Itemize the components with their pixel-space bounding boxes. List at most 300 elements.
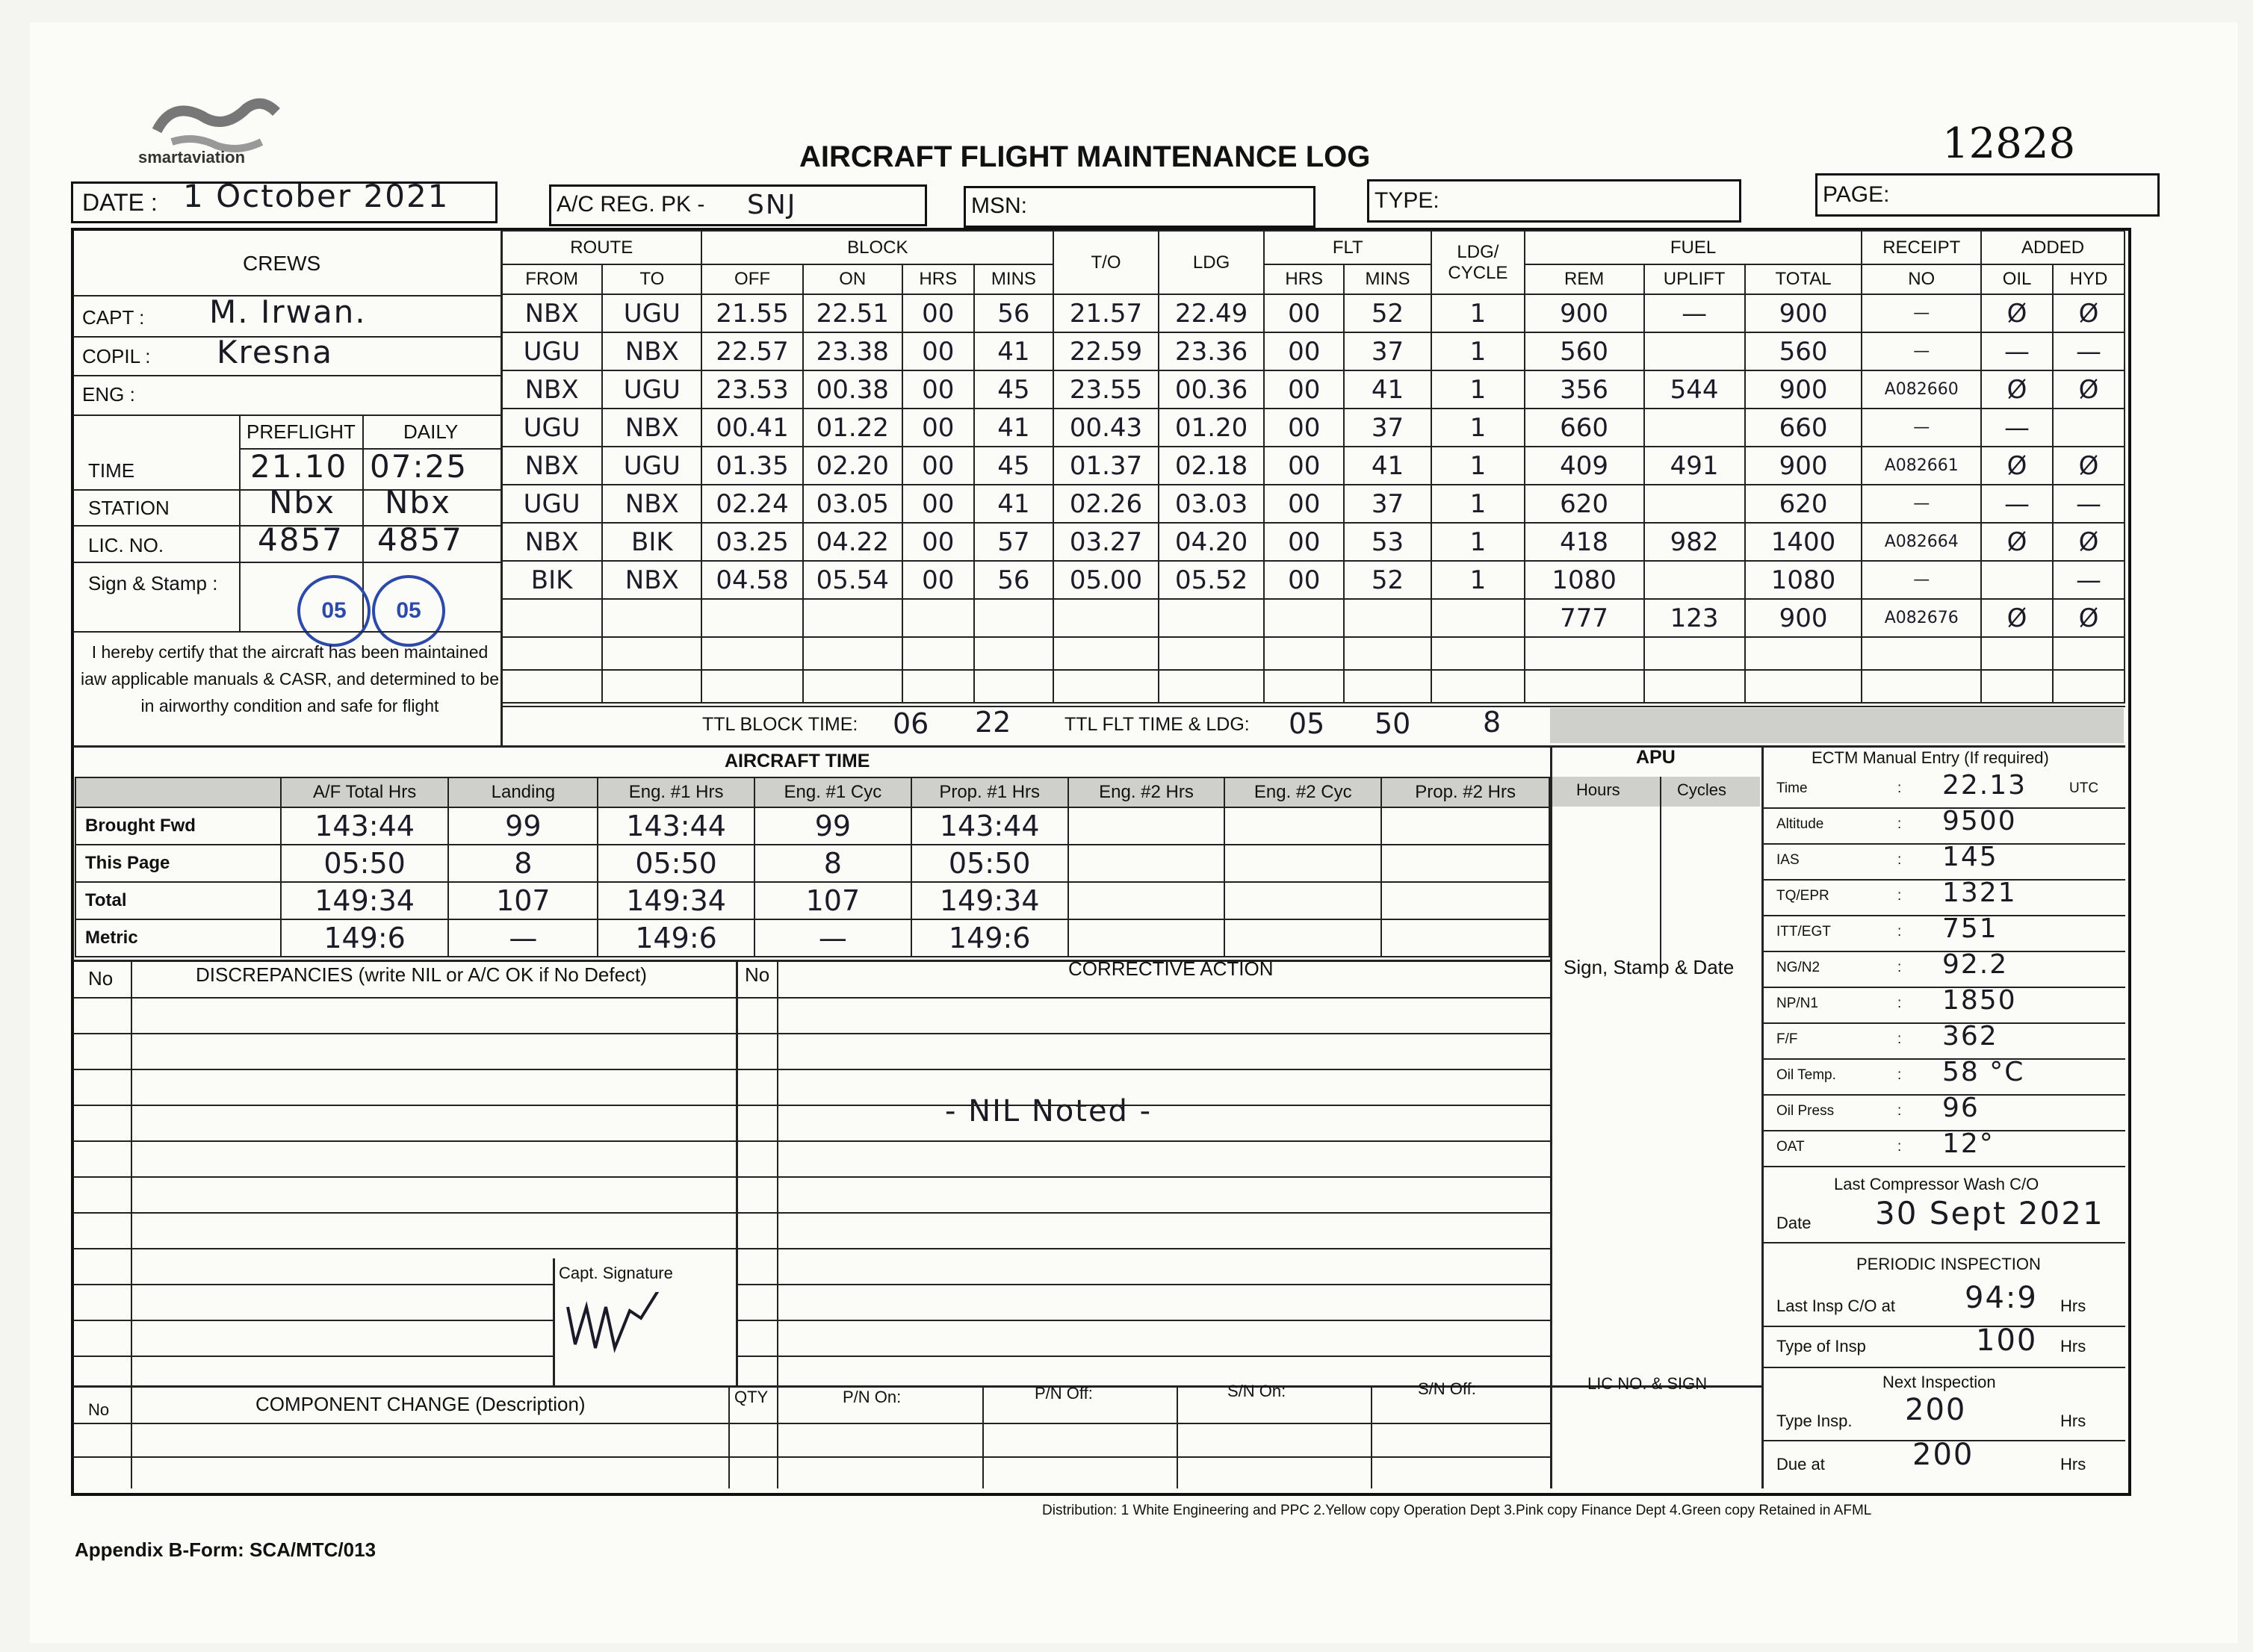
ectm-label: NP/N1	[1776, 996, 1818, 1011]
flight-cell-uplift: 982	[1644, 523, 1745, 561]
flight-cell-from: UGU	[501, 485, 602, 523]
to-header: T/O	[1053, 231, 1159, 294]
flight-cell-hrs: 00	[902, 447, 974, 485]
flight-cell-hrs: 00	[902, 523, 974, 561]
aircraft-time-value: 149:34	[598, 882, 754, 919]
aircraft-time-row-label: Total	[75, 882, 281, 919]
lic-label: LIC. NO.	[88, 534, 164, 556]
ectm-value: 96	[1942, 1093, 1980, 1123]
aircraft-time-col-header: Landing	[448, 777, 598, 807]
captain-signature	[564, 1292, 698, 1359]
flight-cell-on: 22.51	[803, 294, 902, 332]
flight-cell-rem: 1080	[1525, 561, 1644, 599]
flight-cell-cycle: 1	[1431, 370, 1525, 409]
corr-heading: CORRECTIVE ACTION	[1068, 957, 1274, 980]
flight-cell-uplift	[1644, 670, 1745, 703]
compressor-date: 30 Sept 2021	[1875, 1195, 2104, 1232]
ectm-unit: UTC	[2069, 780, 2099, 796]
comp-col	[982, 1385, 984, 1488]
apu-right-border	[1761, 745, 1764, 1488]
flight-row	[501, 637, 2125, 670]
flight-row	[501, 409, 2125, 447]
ttl-ldg: 8	[1483, 706, 1502, 739]
flight-cell-mins	[974, 637, 1054, 670]
flight-cell-on: 23.38	[803, 332, 902, 370]
on-header: ON	[803, 264, 902, 294]
to-col-header: TO	[602, 264, 701, 294]
comp-pn-on: P/N On:	[843, 1388, 902, 1406]
flight-cell-uplift	[1644, 485, 1745, 523]
crews-rule	[73, 375, 501, 376]
ectm-label: Oil Temp.	[1776, 1067, 1836, 1083]
flight-cell-hrs: 00	[902, 409, 974, 447]
ectm-value: 1850	[1942, 985, 2017, 1016]
flight-cell-receipt: A082676	[1862, 599, 1981, 637]
flight-cell-total: 900	[1745, 370, 1862, 409]
flight-cell-receipt: —	[1862, 332, 1981, 370]
ectm-label: Time	[1776, 780, 1808, 796]
comp-rule	[73, 1456, 1550, 1458]
distribution-text: Distribution: 1 White Engineering and PPC 2.Yellow copy Operation Dept 3.Pink copy Finance Dept 4.Green copy Retained in AFML	[1042, 1503, 1872, 1518]
flight-cell-on: 04.22	[803, 523, 902, 561]
flight-cell-total: 560	[1745, 332, 1862, 370]
comp-heading: COMPONENT CHANGE (Description)	[255, 1393, 586, 1415]
flight-cell-uplift	[1644, 637, 1745, 670]
flight-cell-on: 05.54	[803, 561, 902, 599]
flight-cell-hrs: 00	[902, 561, 974, 599]
aircraft-time-value	[1381, 845, 1549, 882]
aircraft-time-value: 05:50	[598, 845, 754, 882]
flight-cell-cycle: 1	[1431, 523, 1525, 561]
msn-label: MSN:	[971, 193, 1027, 218]
flight-cell-flt-mins	[1344, 637, 1431, 670]
aircraft-time-value	[1381, 919, 1549, 957]
flight-cell-flt-hrs: 00	[1264, 332, 1344, 370]
flight-cell-hyd: —	[2053, 485, 2125, 523]
copil-label: COPIL :	[82, 345, 151, 367]
flight-cell-hrs	[902, 670, 974, 703]
ldg-cycle-header: LDG/ CYCLE	[1431, 231, 1525, 294]
crews-heading: CREWS	[243, 252, 321, 275]
flight-cell-to-time: 21.57	[1053, 294, 1159, 332]
flight-cell-to-time: 01.37	[1053, 447, 1159, 485]
compressor-heading: Last Compressor Wash C/O	[1834, 1175, 2039, 1193]
crews-rule	[73, 562, 501, 563]
flight-cell-hrs: 00	[902, 294, 974, 332]
flight-cell-receipt: —	[1862, 485, 1981, 523]
totals-bottom-rule	[73, 745, 2125, 748]
flight-row	[501, 447, 2125, 485]
capt-sig-label: Capt. Signature	[559, 1264, 673, 1282]
compressor-date-label: Date	[1776, 1214, 1812, 1232]
flight-cell-receipt: —	[1862, 409, 1981, 447]
ttl-block-mins: 22	[975, 706, 1011, 739]
flight-cell-oil: Ø	[1981, 523, 2053, 561]
flight-cell-hyd: Ø	[2053, 523, 2125, 561]
flight-cell-receipt	[1862, 670, 1981, 703]
flight-cell-cycle	[1431, 637, 1525, 670]
comp-col	[1177, 1385, 1178, 1488]
flight-cell-cycle	[1431, 599, 1525, 637]
ldg-header: LDG	[1159, 231, 1265, 294]
corr-no-col	[777, 960, 778, 1385]
aircraft-time-row	[75, 807, 1549, 845]
flight-cell-ldg: 04.20	[1159, 523, 1265, 561]
stamp-number: 05	[321, 598, 347, 623]
ttl-flt-label: TTL FLT TIME & LDG:	[1064, 714, 1250, 735]
flight-cell-total	[1745, 670, 1862, 703]
flight-cell-receipt: A082661	[1862, 447, 1981, 485]
aircraft-time-value: 8	[754, 845, 911, 882]
flight-cell-receipt: —	[1862, 561, 1981, 599]
flight-cell-to	[602, 670, 701, 703]
flight-cell-rem: 777	[1525, 599, 1644, 637]
flight-cell-uplift: 123	[1644, 599, 1745, 637]
flight-cell-oil	[1981, 561, 2053, 599]
flight-cell-off	[701, 670, 802, 703]
periodic-heading: PERIODIC INSPECTION	[1856, 1255, 2041, 1273]
aircraft-time-value: 143:44	[911, 807, 1068, 845]
ttl-block-hrs: 06	[893, 707, 929, 740]
uplift-header: UPLIFT	[1644, 264, 1745, 294]
flight-cell-off: 21.55	[701, 294, 802, 332]
flight-cell-rem	[1525, 637, 1644, 670]
flight-cell-to-time: 23.55	[1053, 370, 1159, 409]
flight-cell-to-time: 05.00	[1053, 561, 1159, 599]
flight-cell-flt-mins: 53	[1344, 523, 1431, 561]
flight-cell-uplift	[1644, 561, 1745, 599]
discrepancy-top-rule	[73, 960, 1552, 962]
flight-cell-from	[501, 670, 602, 703]
flight-cell-to: NBX	[602, 409, 701, 447]
discrepancy-line	[73, 997, 1550, 999]
comp-col	[1371, 1385, 1372, 1488]
aircraft-time-value: 149:6	[598, 919, 754, 957]
time-label: TIME	[88, 459, 135, 482]
flight-cell-mins: 41	[974, 485, 1054, 523]
flight-cell-hrs	[902, 637, 974, 670]
flight-cell-total: 620	[1745, 485, 1862, 523]
aircraft-time-row	[75, 882, 1549, 919]
fuel-header: FUEL	[1525, 231, 1862, 264]
disc-heading: DISCREPANCIES (write NIL or A/C OK if No Defect)	[196, 963, 647, 986]
flight-cell-mins: 56	[974, 561, 1054, 599]
logo-text: smartaviation	[138, 148, 246, 167]
aircraft-time-corner	[75, 777, 281, 807]
flight-cell-to-time: 02.26	[1053, 485, 1159, 523]
corr-no-label: No	[745, 963, 770, 986]
aircraft-time-value: 149:34	[911, 882, 1068, 919]
flight-cell-receipt: A082660	[1862, 370, 1981, 409]
crews-rule	[73, 414, 501, 416]
disc-no-label: No	[88, 967, 114, 990]
aircraft-time-header-row	[75, 777, 1549, 807]
ectm-colon: :	[1897, 1139, 1902, 1155]
aircraft-time-value: 99	[448, 807, 598, 845]
corrective-line	[736, 1320, 1550, 1321]
ectm-rule	[1761, 1242, 2125, 1243]
aircraft-time-value	[1381, 807, 1549, 845]
appendix-text: Appendix B-Form: SCA/MTC/013	[75, 1538, 376, 1561]
flight-cell-ldg: 23.36	[1159, 332, 1265, 370]
ectm-value: 1321	[1942, 878, 2017, 908]
apu-hours: Hours	[1576, 780, 1620, 799]
flight-cell-mins: 41	[974, 332, 1054, 370]
flight-cell-flt-mins: 37	[1344, 409, 1431, 447]
apu-cycles: Cycles	[1677, 780, 1727, 799]
disc-right-col	[736, 960, 738, 1385]
flight-cell-hrs: 00	[902, 332, 974, 370]
ectm-colon: :	[1897, 816, 1902, 832]
flight-cell-on: 02.20	[803, 447, 902, 485]
ectm-colon: :	[1897, 1067, 1902, 1083]
flight-row	[501, 670, 2125, 703]
flight-cell-rem: 900	[1525, 294, 1644, 332]
flight-cell-off: 00.41	[701, 409, 802, 447]
flight-cell-hrs: 00	[902, 370, 974, 409]
flight-cell-total: 660	[1745, 409, 1862, 447]
flight-cell-flt-hrs: 00	[1264, 561, 1344, 599]
comp-lic: LIC NO. & SIGN	[1587, 1374, 1708, 1393]
flight-cell-to: UGU	[602, 294, 701, 332]
corrective-line	[736, 1284, 1550, 1285]
ectm-value: 22.13	[1942, 770, 2027, 801]
discrepancy-line	[73, 1284, 553, 1285]
flight-cell-ldg: 05.52	[1159, 561, 1265, 599]
preflight-label: PREFLIGHT	[247, 420, 356, 443]
flight-cell-hyd: —	[2053, 332, 2125, 370]
aircraft-time-heading: AIRCRAFT TIME	[725, 751, 870, 771]
inspector-stamp	[297, 575, 371, 647]
flight-cell-from: UGU	[501, 409, 602, 447]
discrepancy-line	[73, 1105, 1550, 1106]
lic-daily: 4857	[377, 521, 463, 558]
disc-no-col	[131, 960, 132, 1385]
discrepancy-line	[73, 1069, 1550, 1070]
flight-cell-to: NBX	[602, 332, 701, 370]
capt-value: M. Irwan.	[209, 294, 367, 330]
flight-cell-to: UGU	[602, 370, 701, 409]
ectm-rule	[1761, 1326, 2125, 1327]
flight-cell-hyd: Ø	[2053, 370, 2125, 409]
flight-row	[501, 561, 2125, 599]
flight-cell-oil: —	[1981, 485, 2053, 523]
aircraft-time-row-label: This Page	[75, 845, 281, 882]
flight-cell-to-time: 00.43	[1053, 409, 1159, 447]
page-label: PAGE:	[1823, 182, 1890, 207]
aircraft-time-value	[1224, 919, 1381, 957]
flight-cell-uplift	[1644, 409, 1745, 447]
flight-cell-mins: 41	[974, 409, 1054, 447]
aircraft-time-col-header: Eng. #2 Cyc	[1224, 777, 1381, 807]
aircraft-time-row	[75, 845, 1549, 882]
reg-value: SNJ	[747, 190, 797, 220]
mins-header: MINS	[974, 264, 1054, 294]
apu-col	[1660, 777, 1661, 967]
capt-sig-border	[553, 1258, 555, 1385]
receipt-no-header: NO	[1862, 264, 1981, 294]
flight-cell-receipt: A082664	[1862, 523, 1981, 561]
aircraft-time-value	[1224, 807, 1381, 845]
last-insp-unit: Hrs	[2060, 1297, 2086, 1315]
flight-cell-to: NBX	[602, 561, 701, 599]
aircraft-time-value: 149:6	[911, 919, 1068, 957]
type-insp-value: 100	[1976, 1323, 2038, 1358]
flight-cell-to-time: 22.59	[1053, 332, 1159, 370]
aircraft-time-value: 05:50	[911, 845, 1068, 882]
discrepancy-line	[73, 1320, 553, 1321]
added-header: ADDED	[1981, 231, 2125, 264]
flight-cell-off: 22.57	[701, 332, 802, 370]
flight-cell-cycle	[1431, 670, 1525, 703]
next-heading: Next Inspection	[1882, 1373, 1996, 1391]
flight-cell-rem: 409	[1525, 447, 1644, 485]
flight-cell-ldg: 03.03	[1159, 485, 1265, 523]
hyd-header: HYD	[2053, 264, 2125, 294]
flight-cell-ldg	[1159, 670, 1265, 703]
comp-col	[777, 1385, 778, 1488]
flt-mins-header: MINS	[1344, 264, 1431, 294]
discrepancy-line	[73, 1212, 1550, 1214]
flight-cell-oil	[1981, 670, 2053, 703]
flight-cell-receipt: —	[1862, 294, 1981, 332]
flight-cell-total: 1080	[1745, 561, 1862, 599]
flight-cell-flt-hrs	[1264, 599, 1344, 637]
aircraft-time-value	[1224, 845, 1381, 882]
flight-cell-cycle: 1	[1431, 447, 1525, 485]
aircraft-time-col-header: A/F Total Hrs	[281, 777, 449, 807]
flight-cell-mins	[974, 599, 1054, 637]
flight-cell-mins	[974, 670, 1054, 703]
ectm-label: Oil Press	[1776, 1103, 1835, 1119]
ectm-colon: :	[1897, 924, 1902, 940]
flight-cell-on	[803, 670, 902, 703]
comp-rule	[73, 1423, 1550, 1424]
date-value: 1 October 2021	[183, 178, 450, 214]
flight-cell-ldg	[1159, 637, 1265, 670]
ectm-value: 751	[1942, 913, 1998, 944]
aircraft-time-value: 8	[448, 845, 598, 882]
ectm-colon: :	[1897, 1031, 1902, 1047]
comp-qty: QTY	[734, 1388, 769, 1406]
last-insp-value: 94:9	[1965, 1281, 2038, 1315]
ectm-label: OAT	[1776, 1139, 1805, 1155]
aircraft-time-rows	[75, 777, 1549, 957]
flight-cell-total: 1400	[1745, 523, 1862, 561]
aircraft-time-value: 143:44	[598, 807, 754, 845]
flight-cell-oil: Ø	[1981, 599, 2053, 637]
flight-cell-oil	[1981, 637, 2053, 670]
ectm-label: Altitude	[1776, 816, 1824, 832]
flight-cell-oil: Ø	[1981, 447, 2053, 485]
comp-col	[728, 1385, 730, 1488]
type-insp-label: Type of Insp	[1776, 1337, 1866, 1356]
flight-cell-cycle: 1	[1431, 561, 1525, 599]
flight-row	[501, 294, 2125, 332]
flight-cell-hrs	[902, 599, 974, 637]
flt-header: FLT	[1264, 231, 1431, 264]
aircraft-time-value	[1068, 845, 1225, 882]
component-top-rule	[73, 1385, 1761, 1388]
flight-cell-mins: 45	[974, 447, 1054, 485]
aircraft-time-col-header: Prop. #2 Hrs	[1381, 777, 1549, 807]
ectm-heading: ECTM Manual Entry (If required)	[1812, 748, 2049, 767]
ttl-flt-hrs: 05	[1289, 707, 1325, 740]
comp-no-label: No	[88, 1400, 110, 1419]
flight-cell-to-time: 03.27	[1053, 523, 1159, 561]
copil-value: Kresna	[217, 334, 333, 370]
flight-cell-ldg: 02.18	[1159, 447, 1265, 485]
aircraft-time-value	[1381, 882, 1549, 919]
next-type-label: Type Insp.	[1776, 1412, 1853, 1430]
aircraft-time-row-label: Metric	[75, 919, 281, 957]
apu-heading: APU	[1636, 747, 1676, 768]
ectm-value: 92.2	[1942, 949, 2009, 980]
flight-cell-flt-hrs	[1264, 637, 1344, 670]
station-daily: Nbx	[385, 484, 451, 521]
flight-cell-uplift	[1644, 332, 1745, 370]
discrepancy-line	[73, 1356, 553, 1357]
next-type-value: 200	[1905, 1393, 1967, 1427]
discrepancy-line	[73, 1033, 1550, 1034]
flight-cell-hyd: Ø	[2053, 447, 2125, 485]
flight-cell-to-time	[1053, 599, 1159, 637]
daily-label: DAILY	[403, 420, 459, 443]
form-title: AIRCRAFT FLIGHT MAINTENANCE LOG	[799, 140, 1371, 173]
flight-row	[501, 370, 2125, 409]
flight-cell-hyd: —	[2053, 561, 2125, 599]
ectm-colon: :	[1897, 888, 1902, 904]
flight-cell-flt-mins: 52	[1344, 294, 1431, 332]
aircraft-time-value	[1068, 882, 1225, 919]
ectm-label: TQ/EPR	[1776, 888, 1829, 904]
eng-label: ENG :	[82, 383, 135, 406]
flight-row	[501, 523, 2125, 561]
aircraft-time-value	[1068, 919, 1225, 957]
flight-cell-flt-mins: 37	[1344, 332, 1431, 370]
station-preflight: Nbx	[269, 484, 335, 521]
reg-label: A/C REG. PK -	[557, 192, 705, 217]
flight-cell-cycle: 1	[1431, 294, 1525, 332]
flight-cell-ldg: 01.20	[1159, 409, 1265, 447]
date-label: DATE :	[82, 189, 158, 216]
aircraft-time-value: 149:6	[281, 919, 449, 957]
flight-cell-hrs: 00	[902, 485, 974, 523]
flight-row	[501, 599, 2125, 637]
flight-cell-oil: Ø	[1981, 294, 2053, 332]
flight-cell-ldg: 00.36	[1159, 370, 1265, 409]
flight-cell-from: NBX	[501, 447, 602, 485]
flight-cell-from: UGU	[501, 332, 602, 370]
aircraft-time-col-header: Eng. #1 Cyc	[754, 777, 911, 807]
flight-cell-uplift: 544	[1644, 370, 1745, 409]
flight-cell-total	[1745, 637, 1862, 670]
ectm-rule	[1761, 1367, 2125, 1368]
flight-cell-off: 04.58	[701, 561, 802, 599]
aircraft-time-value	[1068, 807, 1225, 845]
ttl-flt-mins: 50	[1375, 707, 1411, 740]
flt-hrs-header: HRS	[1264, 264, 1344, 294]
ectm-label: NG/N2	[1776, 960, 1820, 975]
flight-cell-hyd	[2053, 670, 2125, 703]
aircraft-time-value: —	[754, 919, 911, 957]
flight-cell-to-time	[1053, 637, 1159, 670]
flight-cell-to	[602, 599, 701, 637]
ectm-value: 12°	[1942, 1128, 1995, 1159]
aircraft-time-col-header: Eng. #2 Hrs	[1068, 777, 1225, 807]
flight-cell-flt-mins: 41	[1344, 370, 1431, 409]
flight-table	[501, 230, 2125, 704]
